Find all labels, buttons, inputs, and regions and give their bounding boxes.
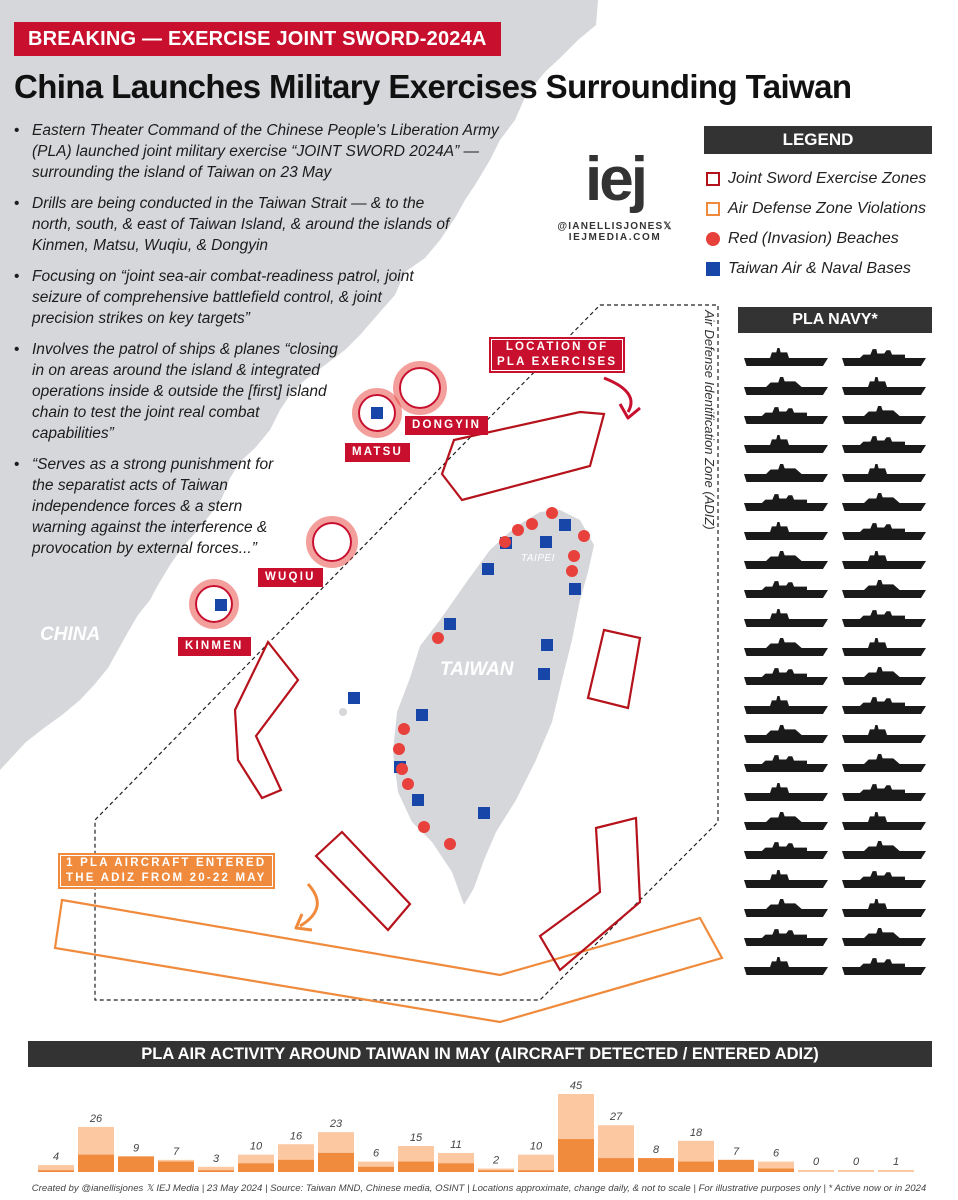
- ship-silhouette-icon: [842, 403, 926, 424]
- exercise-zone-southwest: [316, 832, 410, 930]
- bar-entered-adiz: [198, 1170, 234, 1172]
- logo-handle: @IANELLISJONES𝕏: [557, 221, 673, 232]
- bar-value-label: 0: [812, 1156, 820, 1168]
- ship-silhouette-icon: [744, 664, 828, 685]
- logo-mark: iej: [585, 145, 645, 214]
- bar-entered-adiz: [438, 1163, 474, 1172]
- ship-silhouette-icon: [744, 635, 828, 656]
- ship-silhouette-icon: [842, 925, 926, 946]
- bar-entered-adiz: [518, 1170, 554, 1172]
- bar-value-label: 4: [52, 1151, 60, 1164]
- island-label-dongyin: DONGYIN: [405, 416, 488, 435]
- pla-navy-title: PLA NAVY*: [738, 307, 932, 333]
- bar-detected: [798, 1170, 834, 1172]
- beach-marker: [402, 778, 414, 790]
- beach-marker: [568, 550, 580, 562]
- base-marker: [416, 709, 428, 721]
- bar-entered-adiz: [78, 1155, 114, 1172]
- china-label: CHINA: [40, 624, 101, 645]
- ship-silhouette-icon: [842, 548, 926, 569]
- square-outline-icon: [706, 172, 720, 186]
- bar-entered-adiz: [398, 1162, 434, 1172]
- legend-item-beaches: Red (Invasion) Beaches: [706, 228, 926, 258]
- ship-silhouette-icon: [744, 896, 828, 917]
- beach-marker: [512, 524, 524, 536]
- legend-item-bases: Taiwan Air & Naval Bases: [706, 258, 926, 288]
- bar-value-label: 7: [172, 1145, 180, 1158]
- bar-value-label: 18: [689, 1126, 703, 1139]
- ship-silhouette-icon: [842, 635, 926, 656]
- ship-silhouette-icon: [744, 490, 828, 511]
- bar-entered-adiz: [358, 1167, 394, 1172]
- legend-item-air-defense: Air Defense Zone Violations: [706, 198, 926, 228]
- exercise-callout-arrow: [604, 378, 631, 412]
- bar-value-label: 3: [212, 1152, 220, 1165]
- ship-silhouette-icon: [842, 838, 926, 859]
- legend-title: LEGEND: [704, 126, 932, 154]
- bar-entered-adiz: [758, 1169, 794, 1172]
- beach-marker: [444, 838, 456, 850]
- bar-value-label: 10: [249, 1140, 263, 1153]
- bar-value-label: 8: [652, 1144, 660, 1157]
- ship-silhouette-icon: [842, 345, 926, 366]
- ship-silhouette-icon: [842, 606, 926, 627]
- bar-entered-adiz: [38, 1170, 74, 1172]
- bar-value-label: 11: [450, 1138, 462, 1151]
- bar-entered-adiz: [278, 1160, 314, 1172]
- beach-marker: [578, 530, 590, 542]
- kinmen-marker: [192, 582, 236, 626]
- ship-silhouette-icon: [744, 548, 828, 569]
- ship-silhouette-icon: [744, 722, 828, 743]
- island-label-matsu: MATSU: [345, 443, 410, 462]
- beach-marker: [396, 763, 408, 775]
- bar-entered-adiz: [238, 1163, 274, 1172]
- ship-silhouette-icon: [744, 925, 828, 946]
- exercise-zone-west: [235, 642, 298, 798]
- ship-silhouette-icon: [842, 432, 926, 453]
- bullet-item: • Drills are being conducted in the Taiwan Strait — & to the north, south, & east of Taiwan Island, & around the islands of Kinmen, Matsu, Wuqiu, & Dongyin: [12, 193, 462, 256]
- ship-silhouette-icon: [744, 432, 828, 453]
- bar-value-label: 45: [569, 1080, 583, 1092]
- ship-silhouette-icon: [842, 809, 926, 830]
- bullet-item: • Eastern Theater Command of the Chinese People's Liberation Army (PLA) launched joint military exercise “JOINT SWORD 2024A” — surrounding the island of Taiwan on 23 May: [12, 120, 502, 183]
- air-activity-chart-title: PLA AIR ACTIVITY AROUND TAIWAN IN MAY (AIRCRAFT DETECTED / ENTERED ADIZ): [28, 1041, 932, 1067]
- ship-silhouette-icon: [744, 606, 828, 627]
- ship-silhouette-icon: [744, 693, 828, 714]
- ship-silhouette-icon: [842, 722, 926, 743]
- circle-icon: [706, 232, 720, 246]
- ship-silhouette-icon: [842, 577, 926, 598]
- bar-entered-adiz: [718, 1160, 754, 1172]
- bar-value-label: 15: [409, 1132, 423, 1144]
- exercise-zone-southeast: [540, 818, 640, 970]
- bar-value-label: 23: [329, 1118, 343, 1131]
- bar-detected: [878, 1170, 914, 1172]
- ship-silhouette-icon: [744, 809, 828, 830]
- bullet-item: • Focusing on “joint sea-air combat-readiness patrol, joint seizure of comprehensive battlefield control, & joint precision strikes on key targets”: [12, 266, 422, 329]
- bar-value-label: 27: [609, 1111, 623, 1124]
- square-outline-icon: [706, 202, 720, 216]
- taipei-label: TAIPEI: [521, 553, 555, 564]
- pla-navy-ships: [744, 345, 928, 975]
- adiz-label: Air Defense Identification Zone (ADIZ): [702, 310, 717, 530]
- bullet-list: [12, 120, 502, 569]
- base-marker: [541, 639, 553, 651]
- beach-marker: [432, 632, 444, 644]
- exercise-zone-east: [588, 630, 640, 708]
- base-marker: [569, 583, 581, 595]
- bar-entered-adiz: [318, 1153, 354, 1172]
- iej-logo: [557, 145, 673, 243]
- page-title: China Launches Military Exercises Surrounding Taiwan: [14, 68, 852, 105]
- ship-silhouette-icon: [744, 577, 828, 598]
- bullet-item: • Involves the patrol of ships & planes “closing in on areas around the island & integrated operations inside & outside the [first] island chain to test the joint real combat capabilities”: [12, 339, 342, 444]
- ship-silhouette-icon: [744, 345, 828, 366]
- ship-silhouette-icon: [744, 838, 828, 859]
- bar-value-label: 7: [732, 1145, 740, 1158]
- legend-item-exercise-zones: Joint Sword Exercise Zones: [706, 168, 926, 198]
- bar-entered-adiz: [638, 1158, 674, 1172]
- bar-value-label: 6: [772, 1147, 780, 1160]
- beach-marker: [546, 507, 558, 519]
- beach-marker: [398, 723, 410, 735]
- bar-value-label: 9: [132, 1142, 140, 1155]
- base-marker: [215, 599, 227, 611]
- ship-silhouette-icon: [744, 954, 828, 975]
- ship-silhouette-icon: [842, 954, 926, 975]
- bar-entered-adiz: [598, 1158, 634, 1172]
- ship-silhouette-icon: [744, 867, 828, 888]
- beach-marker: [418, 821, 430, 833]
- air-activity-chart: [36, 1076, 916, 1172]
- bar-value-label: 6: [372, 1147, 380, 1160]
- ship-silhouette-icon: [842, 751, 926, 772]
- bar-value-label: 26: [89, 1112, 103, 1125]
- ship-silhouette-icon: [842, 693, 926, 714]
- aircraft-callout-arrow: [300, 884, 317, 926]
- ship-silhouette-icon: [744, 780, 828, 801]
- square-icon: [706, 262, 720, 276]
- bar-detected: [518, 1155, 554, 1172]
- ship-silhouette-icon: [842, 780, 926, 801]
- bar-entered-adiz: [558, 1139, 594, 1172]
- base-marker: [540, 536, 552, 548]
- bullet-item: • “Serves as a strong punishment for the separatist acts of Taiwan independence forces & a stern warning against the interference & provocation by external forces...”: [12, 454, 282, 559]
- ship-silhouette-icon: [842, 519, 926, 540]
- bar-entered-adiz: [158, 1162, 194, 1172]
- base-marker: [559, 519, 571, 531]
- bar-value-label: 10: [529, 1140, 543, 1153]
- ship-silhouette-icon: [744, 461, 828, 482]
- aircraft-callout: 1 PLA AIRCRAFT ENTERED THE ADIZ FROM 20-22 MAY: [58, 853, 275, 889]
- ship-silhouette-icon: [842, 490, 926, 511]
- ship-silhouette-icon: [744, 374, 828, 395]
- bar-entered-adiz: [118, 1156, 154, 1172]
- taiwan-label: TAIWAN: [440, 659, 514, 680]
- bar-value-label: 0: [852, 1156, 860, 1168]
- ship-silhouette-icon: [842, 374, 926, 395]
- base-marker: [348, 692, 360, 704]
- island-label-wuqiu: WUQIU: [258, 568, 323, 587]
- breaking-banner: BREAKING — EXERCISE JOINT SWORD-2024A: [14, 22, 501, 56]
- ship-silhouette-icon: [842, 896, 926, 917]
- base-marker: [538, 668, 550, 680]
- ship-silhouette-icon: [842, 867, 926, 888]
- beach-marker: [393, 743, 405, 755]
- bar-value-label: 1: [892, 1156, 900, 1168]
- island-label-kinmen: KINMEN: [178, 637, 251, 656]
- logo-site: IEJMEDIA.COM: [568, 232, 662, 243]
- beach-marker: [526, 518, 538, 530]
- base-marker: [478, 807, 490, 819]
- bar-value-label: 2: [492, 1154, 500, 1167]
- exercise-location-callout: LOCATION OF PLA EXERCISES: [489, 337, 625, 373]
- bar-entered-adiz: [678, 1162, 714, 1172]
- legend: [706, 168, 926, 288]
- bar-value-label: 16: [289, 1130, 303, 1143]
- bar-entered-adiz: [478, 1170, 514, 1172]
- ship-silhouette-icon: [744, 403, 828, 424]
- beach-marker: [566, 565, 578, 577]
- ship-silhouette-icon: [842, 664, 926, 685]
- credit-line: Created by @ianellisjones 𝕏 IEJ Media | 23 May 2024 | Source: Taiwan MND, Chinese media, OSINT | Locations approximate, change daily, & not to scale | For illustrative purposes only | * Active now or in 2024: [31, 1183, 927, 1194]
- base-marker: [412, 794, 424, 806]
- ship-silhouette-icon: [744, 751, 828, 772]
- bar-detected: [838, 1170, 874, 1172]
- ship-silhouette-icon: [842, 461, 926, 482]
- ship-silhouette-icon: [744, 519, 828, 540]
- base-marker: [444, 618, 456, 630]
